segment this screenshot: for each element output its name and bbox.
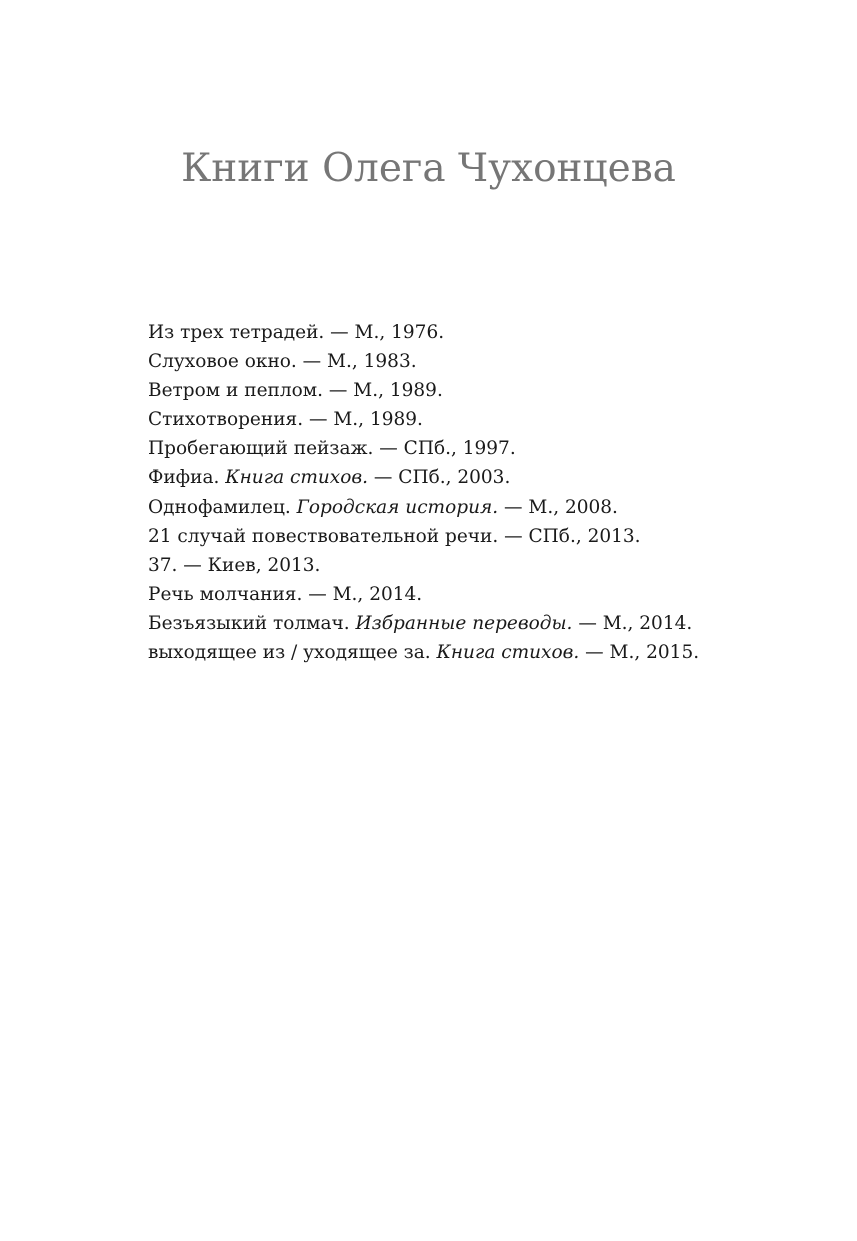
list-item [148, 580, 828, 609]
book-imprint: — СПб., 2013. [498, 525, 641, 547]
book-title: Безъязыкий толмач. [148, 612, 350, 634]
book-title: 37. [148, 554, 178, 576]
book-title: Однофамилец. [148, 496, 291, 518]
bibliography-list [148, 318, 828, 667]
book-imprint: — М., 2008. [498, 496, 618, 518]
book-imprint: — М., 2014. [572, 612, 693, 634]
list-item [148, 434, 828, 463]
list-item [148, 405, 828, 434]
list-item [148, 609, 828, 638]
book-title: Из трех тетрадей. [148, 322, 325, 343]
book-title: Речь молчания. [148, 583, 303, 605]
book-imprint: — СПб., 1997. [373, 438, 516, 460]
book-title: выходящее из / уходящее за. [148, 642, 431, 664]
book-title: Пробегающий пейзаж. [148, 438, 374, 460]
list-item [148, 376, 828, 405]
book-title: Фифиа. [148, 467, 220, 489]
page-title: Книги Олега Чухонцева [181, 146, 676, 191]
book-imprint: — М., 2015. [579, 642, 700, 664]
list-item [148, 638, 828, 667]
book-subtitle: Книга стихов. [219, 467, 369, 489]
book-title: Ветром и пеплом. [148, 380, 324, 402]
book-title: Стихотворения. [148, 409, 304, 431]
list-item [148, 347, 828, 376]
book-imprint: — М., 1989. [303, 409, 423, 431]
book-subtitle: Книга стихов. [430, 642, 580, 664]
list-item [148, 551, 828, 580]
book-imprint: — М., 1976. [324, 322, 445, 343]
book-imprint: — Киев, 2013. [177, 554, 321, 576]
book-imprint: — М., 1983. [296, 351, 417, 373]
list-item [148, 318, 828, 347]
list-item [148, 493, 828, 522]
book-imprint: — М., 2014. [302, 583, 423, 605]
list-item [148, 463, 828, 492]
book-imprint: — СПб., 2003. [368, 467, 511, 489]
book-title: Слуховое окно. [148, 351, 297, 373]
book-title: 21 случай повествовательной речи. [148, 525, 499, 547]
book-imprint: — М., 1989. [323, 380, 443, 402]
book-subtitle: Избранные переводы. [349, 612, 573, 634]
book-subtitle: Городская история. [290, 496, 499, 518]
list-item [148, 522, 828, 551]
